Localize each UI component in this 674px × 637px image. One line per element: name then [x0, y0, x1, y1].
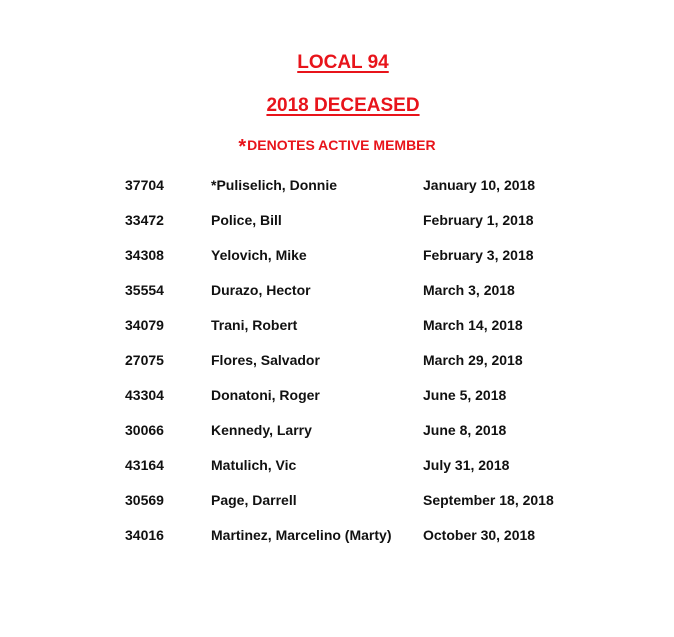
member-name: Flores, Salvador: [211, 352, 320, 368]
death-date: September 18, 2018: [423, 492, 554, 508]
member-number: 34308: [125, 247, 164, 263]
member-name: Donatoni, Roger: [211, 387, 320, 403]
list-item: [0, 280, 674, 300]
member-name: Trani, Robert: [211, 317, 298, 333]
death-date: March 3, 2018: [423, 282, 515, 298]
list-item: [0, 175, 674, 195]
death-date: February 1, 2018: [423, 212, 534, 228]
list-item: [0, 525, 674, 545]
list-item: [0, 210, 674, 230]
member-name: Page, Darrell: [211, 492, 297, 508]
death-date: February 3, 2018: [423, 247, 534, 263]
member-name: *Puliselich, Donnie: [211, 177, 338, 193]
list-item: [0, 490, 674, 510]
death-date: June 8, 2018: [423, 422, 507, 438]
list-item: [0, 455, 674, 475]
member-number: 30066: [125, 422, 164, 438]
legend-text: DENOTES ACTIVE MEMBER: [247, 137, 436, 153]
death-date: July 31, 2018: [423, 457, 510, 473]
member-name: Police, Bill: [211, 212, 282, 228]
list-item: [0, 385, 674, 405]
member-number: 34079: [125, 317, 164, 333]
member-number: 43304: [125, 387, 164, 403]
member-number: 27075: [125, 352, 164, 368]
member-name: Martinez, Marcelino (Marty): [211, 527, 392, 543]
document-subtitle: 2018 DECEASED: [266, 95, 420, 116]
member-number: 43164: [125, 457, 164, 473]
member-number: 35554: [125, 282, 164, 298]
death-date: March 29, 2018: [423, 352, 523, 368]
list-item: [0, 245, 674, 265]
document-title: LOCAL 94: [297, 52, 389, 73]
legend-star: *: [238, 136, 247, 158]
list-item: [0, 350, 674, 370]
list-item: [0, 315, 674, 335]
member-name: Matulich, Vic: [211, 457, 297, 473]
list-item: [0, 420, 674, 440]
death-date: January 10, 2018: [423, 177, 536, 193]
death-date: October 30, 2018: [423, 527, 536, 543]
member-number: 37704: [125, 177, 164, 193]
member-name: Kennedy, Larry: [211, 422, 312, 438]
member-name: Yelovich, Mike: [211, 247, 307, 263]
member-number: 34016: [125, 527, 164, 543]
legend-note: [0, 135, 674, 157]
member-number: 33472: [125, 212, 164, 228]
death-date: June 5, 2018: [423, 387, 507, 403]
member-number: 30569: [125, 492, 164, 508]
death-date: March 14, 2018: [423, 317, 523, 333]
member-name: Durazo, Hector: [211, 282, 311, 298]
